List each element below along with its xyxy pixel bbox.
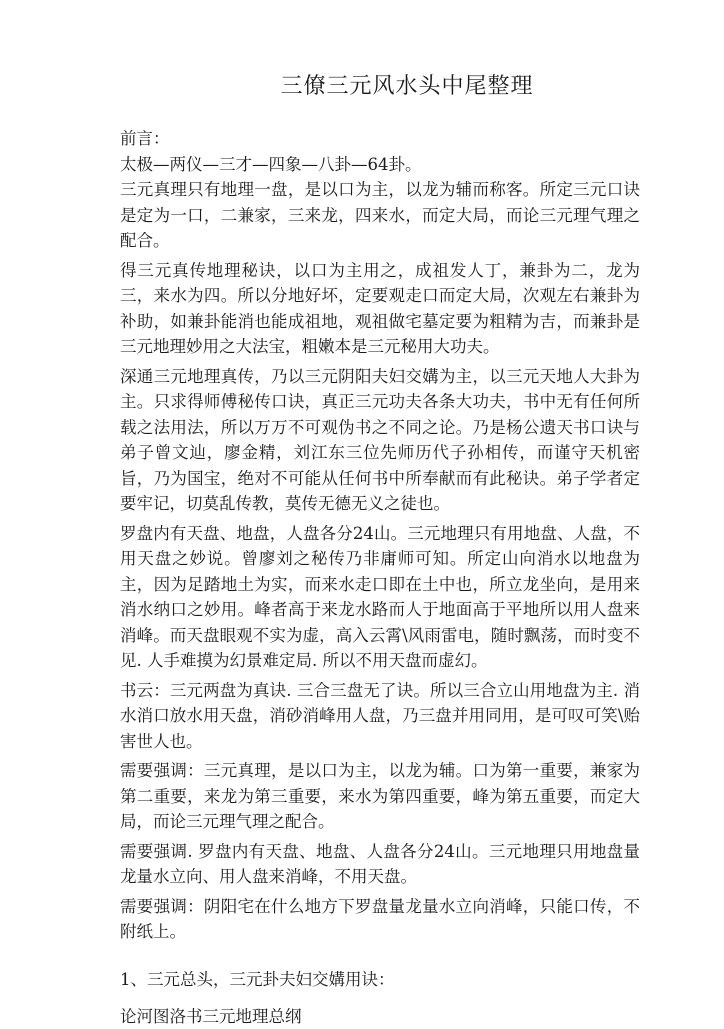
- paragraph-book-quote: 书云：三元两盘为真诀. 三合三盘无了诀。所以三合立山用地盘为主. 消水消口放水用天盘，消砂消峰用人盘，乃三盘并用同用，是可叹可笑\贻害世人也。: [120, 680, 640, 751]
- paragraph-secret-formula: 得三元真传地理秘诀，以口为主用之，成祖发人丁，兼卦为二，龙为三，来水为四。所以分地好坏，定要观走口而定大局，次观左右兼卦为补助，如兼卦能消也能成祖地，观祖做宅墓定要为粗精为吉，而兼卦是三元地理妙用之大法宝，粗嫩本是三元秘用大功夫。: [120, 260, 640, 356]
- paragraph-taiji: 太极—两仪—三才—四象—八卦—64卦。: [120, 154, 422, 174]
- document-page: [120, 70, 640, 1029]
- document-title: 三僚三元风水头中尾整理: [280, 74, 534, 99]
- preface-label: 前言：: [120, 129, 170, 148]
- paragraph-sanyuan-truth: 三元真理只有地理一盘，是以口为主，以龙为辅而称客。所定三元口诀是定为一口，二兼家，三来龙，四来水，而定大局，而论三元理气理之配合。: [120, 180, 640, 250]
- paragraph-compass-plates: 罗盘内有天盘、地盘，人盘各分24山。三元地理只有用地盘、人盘，不用天盘之妙说。曾廖刘之秘传乃非庸师可知。所定山向消水以地盘为主，因为足踏地土为实，而来水走口即在土中也，所立龙坐向，是用来消水纳口之妙用。峰者高于来龙水路而人于地面高于平地所以用人盘来消峰。而天盘眼观不实为虚，高入云霄\风雨雷电，随时飘荡，而时变不见. 人手难摸为幻景难定局. 所以不用天盘而虚幻。: [120, 523, 640, 670]
- paragraph-emphasis-3: 需要强调：阴阳宅在什么地方下罗盘量龙量水立向消峰，只能口传，不附纸上。: [120, 896, 640, 941]
- paragraph-emphasis-1: 需要强调：三元真理，是以口为主，以龙为辅。口为第一重要，兼家为第二重要，来龙为第三重要，来水为第四重要，峰为第五重要，而定大局，而论三元理气理之配合。: [120, 761, 640, 831]
- section-subheading: 论河图洛书三元地理总纲: [120, 1006, 302, 1026]
- paragraph-emphasis-2: 需要强调. 罗盘内有天盘、地盘、人盘各分24山。三元地理只用地盘量龙量水立向、用人盘来消峰，不用天盘。: [120, 841, 640, 886]
- section-heading: 1、三元总头，三元卦夫妇交媾用诀：: [120, 969, 395, 989]
- paragraph-true-transmission: 深通三元地理真传，乃以三元阴阳夫妇交媾为主，以三元天地人大卦为主。只求得师傅秘传口诀，真正三元功夫各条大功夫，书中无有任何所载之法用法，所以万万不可观伪书之不同之论。乃是杨公遗天书口诀与弟子曾文辿，廖金精，刘江东三位先师历代子孙相传，而谨守天机密旨，乃为国宝，绝对不可能从任何书中所奉献而有此秘诀。弟子学者定要牢记，切莫乱传教，莫传无德无义之徒也。: [120, 366, 640, 513]
